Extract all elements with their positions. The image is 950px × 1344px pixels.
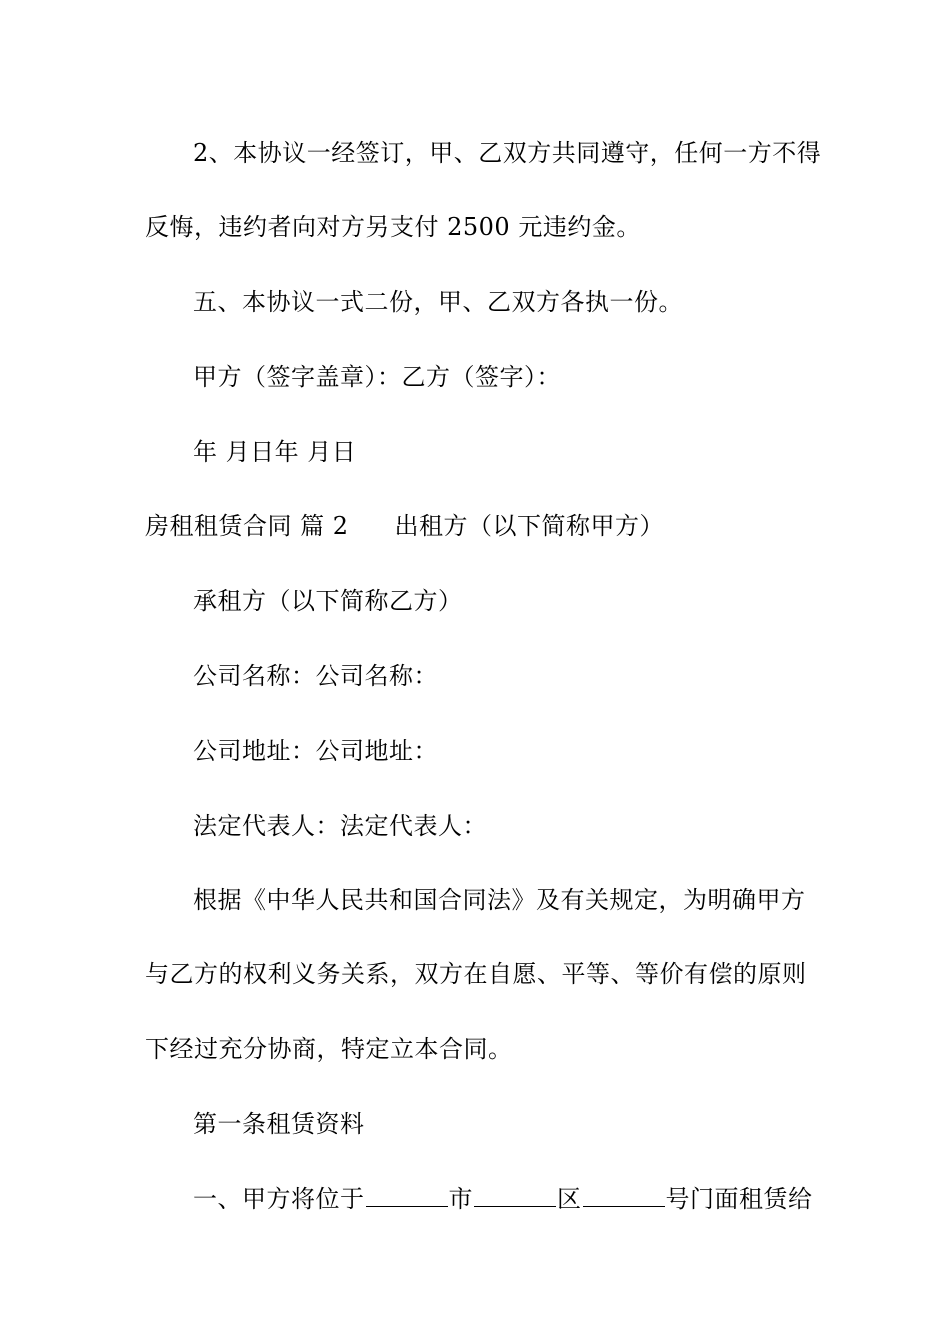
district-blank bbox=[474, 1182, 556, 1207]
district-label: 区 bbox=[557, 1185, 582, 1213]
article-one-heading: 第一条租赁资料 bbox=[193, 1110, 365, 1138]
paragraph-line-penalty: 反悔，违约者向对方另支付 2500 元违约金。 bbox=[145, 213, 641, 241]
signature-line: 甲方（签字盖章）：乙方（签字）： bbox=[193, 363, 561, 391]
paragraph-line-basis-1: 根据《中华人民共和国合同法》及有关规定，为明确甲方 bbox=[193, 886, 806, 914]
company-name-line: 公司名称：公司名称： bbox=[193, 662, 438, 690]
lease-location-line bbox=[193, 1182, 813, 1215]
number-blank bbox=[583, 1182, 665, 1207]
legal-representative-line: 法定代表人：法定代表人： bbox=[193, 812, 487, 840]
paragraph-line-clause-2: 2、本协议一经签订，甲、乙双方共同遵守，任何一方不得 bbox=[193, 139, 822, 167]
lessor-label: 出租方（以下简称甲方） bbox=[394, 512, 665, 540]
contract-heading-row bbox=[145, 510, 664, 542]
paragraph-line-copies: 五、本协议一式二份，甲、乙双方各执一份。 bbox=[193, 288, 683, 316]
lease-location-prefix: 一、甲方将位于 bbox=[193, 1185, 365, 1213]
city-blank bbox=[366, 1182, 448, 1207]
lease-location-suffix: 号门面租赁给 bbox=[665, 1185, 813, 1213]
city-label: 市 bbox=[448, 1185, 473, 1213]
date-line: 年 月日年 月日 bbox=[193, 438, 357, 466]
company-address-line: 公司地址：公司地址： bbox=[193, 737, 438, 765]
paragraph-line-basis-3: 下经过充分协商，特定立本合同。 bbox=[145, 1035, 513, 1063]
contract-title: 房租租赁合同 篇 2 bbox=[145, 512, 349, 540]
paragraph-line-basis-2: 与乙方的权利义务关系，双方在自愿、平等、等价有偿的原则 bbox=[145, 960, 807, 988]
lessee-label: 承租方（以下简称乙方） bbox=[193, 587, 463, 615]
